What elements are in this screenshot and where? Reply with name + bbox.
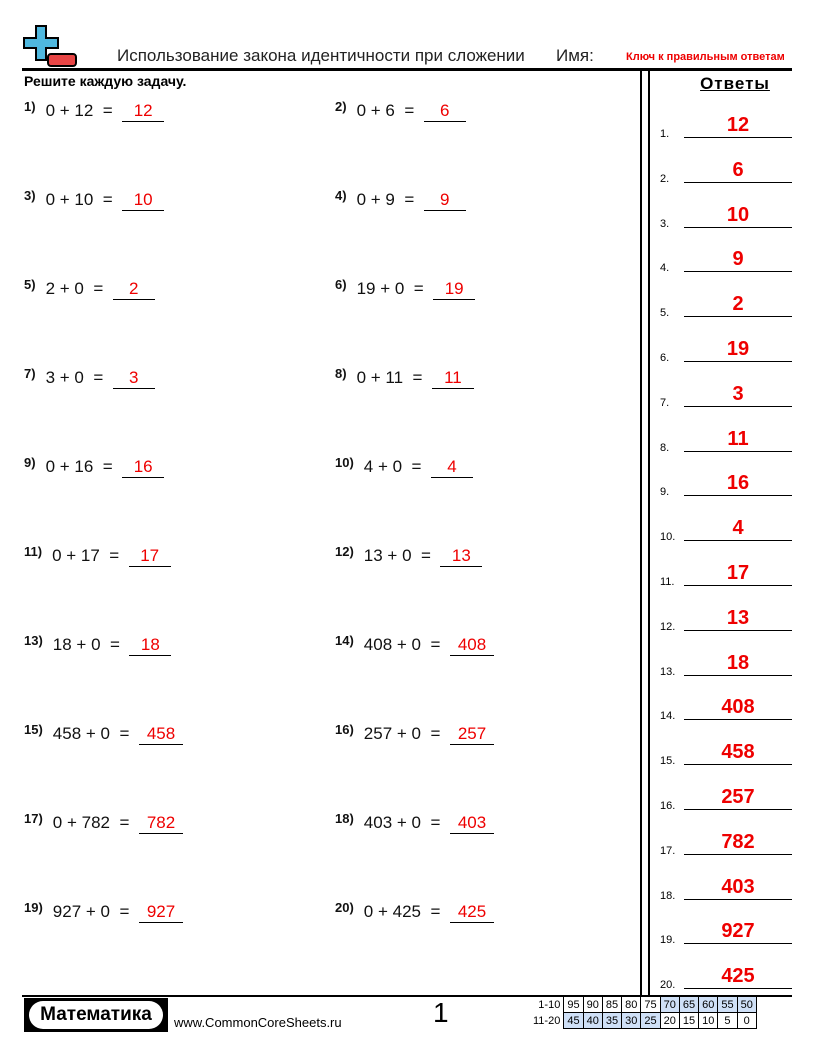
answer-key-number: 2. <box>660 172 670 185</box>
problem <box>24 457 164 478</box>
problem-answer: 18 <box>129 635 171 656</box>
problem-number: 8) <box>335 366 347 381</box>
score-cell: 30 <box>622 1013 641 1029</box>
equals-sign: = <box>404 190 415 209</box>
answer-key-row <box>660 155 792 185</box>
problem-answer: 10 <box>122 190 164 211</box>
problem-expression: 13 + 0 <box>363 546 412 565</box>
answer-key-row <box>660 200 792 230</box>
score-cell: 75 <box>641 997 660 1013</box>
header-divider <box>22 68 792 71</box>
problem-answer: 425 <box>450 902 494 923</box>
problem-number: 10) <box>335 455 354 470</box>
problem <box>335 546 482 567</box>
problem-expression: 18 + 0 <box>52 635 101 654</box>
answer-key-number: 15. <box>660 755 676 768</box>
problem-expression: 0 + 17 <box>52 546 100 565</box>
problem <box>335 368 474 389</box>
score-cell: 15 <box>679 1013 698 1029</box>
problem <box>335 190 466 211</box>
equals-sign: = <box>430 813 441 832</box>
problem <box>24 902 183 923</box>
problem <box>335 902 494 923</box>
problem-expression: 2 + 0 <box>45 279 84 298</box>
score-cell: 95 <box>564 997 583 1013</box>
answer-key-row <box>660 379 792 409</box>
score-cell: 50 <box>737 997 756 1013</box>
answer-key-value: 17 <box>684 562 792 586</box>
answer-key-value: 403 <box>684 876 792 900</box>
answer-key-value: 408 <box>684 696 792 720</box>
problem-expression: 19 + 0 <box>356 279 405 298</box>
answer-key-number: 19. <box>660 934 676 947</box>
answer-key-row <box>660 244 792 274</box>
answer-key-row <box>660 872 792 902</box>
math-logo-icon <box>22 24 80 70</box>
problem <box>24 635 171 656</box>
answer-key-number: 3. <box>660 217 670 230</box>
problem <box>24 368 155 389</box>
problem-answer: 19 <box>433 279 475 300</box>
problem-expression: 257 + 0 <box>363 724 421 743</box>
problem <box>24 101 164 122</box>
answer-key-row <box>660 424 792 454</box>
answer-key-row <box>660 334 792 364</box>
answer-key-row <box>660 827 792 857</box>
site-url: www.CommonCoreSheets.ru <box>174 1015 342 1030</box>
equals-sign: = <box>110 635 120 654</box>
score-cell: 40 <box>583 1013 602 1029</box>
answer-key-number: 12. <box>660 620 676 633</box>
problem-answer: 11 <box>432 368 474 389</box>
equals-sign: = <box>119 902 130 921</box>
equals-sign: = <box>430 902 441 921</box>
score-cell: 25 <box>641 1013 660 1029</box>
answer-key-number: 18. <box>660 889 676 902</box>
problem-expression: 458 + 0 <box>52 724 110 743</box>
problem <box>335 724 494 745</box>
problem-answer: 408 <box>450 635 494 656</box>
problem-number: 18) <box>335 811 354 826</box>
answer-key-number: 7. <box>660 396 670 409</box>
score-row-label: 11-20 <box>533 1014 561 1027</box>
answer-key-value: 16 <box>684 472 792 496</box>
problem-expression: 403 + 0 <box>363 813 421 832</box>
answer-key-value: 12 <box>684 114 792 138</box>
problem-expression: 0 + 11 <box>356 368 404 387</box>
answer-key-row <box>660 737 792 767</box>
equals-sign: = <box>430 724 441 743</box>
problem-number: 20) <box>335 900 354 915</box>
answer-key-number: 13. <box>660 665 676 678</box>
answer-key-number: 11. <box>660 576 675 588</box>
page-number: 1 <box>433 997 449 1028</box>
equals-sign: = <box>413 279 424 298</box>
problem-expression: 3 + 0 <box>45 368 84 387</box>
problem-number: 5) <box>24 277 36 292</box>
equals-sign: = <box>93 368 104 387</box>
answer-key-number: 8. <box>660 441 670 454</box>
problem-answer: 4 <box>431 457 473 478</box>
problem-number: 15) <box>24 722 43 737</box>
answer-key-value: 927 <box>684 920 792 944</box>
equals-sign: = <box>102 457 113 476</box>
equals-sign: = <box>109 546 120 565</box>
answer-key-value: 458 <box>684 741 792 765</box>
column-divider <box>648 71 650 996</box>
problem-answer: 16 <box>122 457 164 478</box>
score-cell: 5 <box>718 1013 737 1029</box>
answer-key-value: 2 <box>684 293 792 317</box>
problem-number: 6) <box>335 277 347 292</box>
problem-number: 19) <box>24 900 43 915</box>
problem-answer: 13 <box>440 546 482 567</box>
answer-key-value: 11 <box>684 428 792 452</box>
problem-answer: 2 <box>113 279 155 300</box>
problem-expression: 4 + 0 <box>363 457 403 476</box>
problem-answer: 403 <box>450 813 494 834</box>
score-cell: 55 <box>718 997 737 1013</box>
answer-key-value: 782 <box>684 831 792 855</box>
equals-sign: = <box>430 635 441 654</box>
problem-answer: 257 <box>450 724 494 745</box>
answer-key-value: 10 <box>684 204 792 228</box>
answer-key-number: 4. <box>660 262 670 275</box>
answer-key-number: 9. <box>660 486 670 499</box>
equals-sign: = <box>93 279 104 298</box>
answers-heading: Ответы <box>700 74 770 93</box>
problem-expression: 0 + 9 <box>356 190 395 209</box>
problem-number: 11) <box>24 544 43 559</box>
equals-sign: = <box>421 546 431 565</box>
answer-key-number: 10. <box>660 531 676 544</box>
answer-key-value: 19 <box>684 338 792 362</box>
equals-sign: = <box>411 457 422 476</box>
problem-expression: 0 + 6 <box>356 101 395 120</box>
problem <box>24 279 155 300</box>
answer-key-number: 20. <box>660 979 676 992</box>
answer-key-row <box>660 961 792 991</box>
brand-label: Математика <box>29 1001 163 1029</box>
problem <box>335 813 494 834</box>
problem <box>24 813 183 834</box>
answer-key-value: 425 <box>684 965 792 989</box>
score-cell: 60 <box>699 997 718 1013</box>
answer-key-row <box>660 603 792 633</box>
problem-number: 12) <box>335 544 354 559</box>
score-cell: 45 <box>564 1013 583 1029</box>
answer-key-number: 5. <box>660 307 670 320</box>
problem <box>335 101 466 122</box>
score-cell: 0 <box>737 1013 756 1029</box>
score-row-label: 1-10 <box>538 998 561 1011</box>
answer-key-value: 9 <box>684 248 792 272</box>
answer-key-row <box>660 513 792 543</box>
problem <box>335 635 494 656</box>
score-cell: 80 <box>622 997 641 1013</box>
problem <box>335 457 473 478</box>
instructions: Решите каждую задачу. <box>24 73 187 89</box>
equals-sign: = <box>102 190 113 209</box>
problem-number: 14) <box>335 633 354 648</box>
answer-key-number: 6. <box>660 352 670 364</box>
problem-answer: 782 <box>139 813 183 834</box>
problem-expression: 0 + 16 <box>45 457 94 476</box>
column-divider <box>640 71 642 996</box>
problem-number: 16) <box>335 722 354 737</box>
answer-key-value: 257 <box>684 786 792 810</box>
problem-expression: 0 + 425 <box>363 902 421 921</box>
problem-expression: 0 + 10 <box>45 190 94 209</box>
problem <box>24 724 183 745</box>
answer-key-value: 3 <box>684 383 792 407</box>
equals-sign: = <box>119 724 130 743</box>
problem-number: 3) <box>24 188 36 203</box>
problem-answer: 9 <box>424 190 466 211</box>
score-cell: 20 <box>660 1013 679 1029</box>
answer-key-number: 17. <box>660 844 676 857</box>
equals-sign: = <box>404 101 415 120</box>
problem-expression: 0 + 12 <box>45 101 94 120</box>
answer-key-row <box>660 289 792 319</box>
score-cell: 85 <box>602 997 621 1013</box>
equals-sign: = <box>119 813 130 832</box>
answer-key-label: Ключ к правильным ответам <box>626 51 785 63</box>
equals-sign: = <box>102 101 113 120</box>
answer-key-row <box>660 110 792 140</box>
problem-answer: 927 <box>139 902 183 923</box>
problem-answer: 6 <box>424 101 466 122</box>
answer-key-value: 13 <box>684 607 792 631</box>
answer-key-row <box>660 648 792 678</box>
answer-key-value: 6 <box>684 159 792 183</box>
score-cell: 10 <box>699 1013 718 1029</box>
problem <box>24 546 171 567</box>
answer-key-value: 4 <box>684 517 792 541</box>
score-cell: 65 <box>679 997 698 1013</box>
problem-answer: 17 <box>129 546 171 567</box>
problem-number: 7) <box>24 366 36 381</box>
answer-key-number: 16. <box>660 800 676 812</box>
problem-number: 4) <box>335 188 347 203</box>
worksheet-title: Использование закона идентичности при сложении <box>117 46 525 65</box>
problem-number: 2) <box>335 99 347 114</box>
answer-key-row <box>660 692 792 722</box>
answer-key-row <box>660 558 792 588</box>
score-table <box>530 996 757 1029</box>
brand-logo <box>24 998 168 1032</box>
answer-key-row <box>660 782 792 812</box>
problem <box>335 279 475 300</box>
answer-key-row <box>660 468 792 498</box>
problem-expression: 927 + 0 <box>52 902 110 921</box>
problem-number: 9) <box>24 455 36 470</box>
answer-key-value: 18 <box>684 652 792 676</box>
problem-expression: 0 + 782 <box>52 813 110 832</box>
problem-answer: 458 <box>139 724 183 745</box>
problem-number: 1) <box>24 99 36 114</box>
problem-answer: 12 <box>122 101 164 122</box>
answer-key-number: 14. <box>660 710 676 723</box>
name-label: Имя: <box>556 46 594 65</box>
problem-answer: 3 <box>113 368 155 389</box>
score-cell: 90 <box>583 997 602 1013</box>
problem-number: 17) <box>24 811 43 826</box>
score-cell: 35 <box>602 1013 621 1029</box>
problem-number: 13) <box>24 633 43 648</box>
answer-key-row <box>660 916 792 946</box>
equals-sign: = <box>412 368 423 387</box>
score-cell: 70 <box>660 997 679 1013</box>
problem-expression: 408 + 0 <box>363 635 421 654</box>
answer-key-number: 1. <box>660 128 670 140</box>
problem <box>24 190 164 211</box>
